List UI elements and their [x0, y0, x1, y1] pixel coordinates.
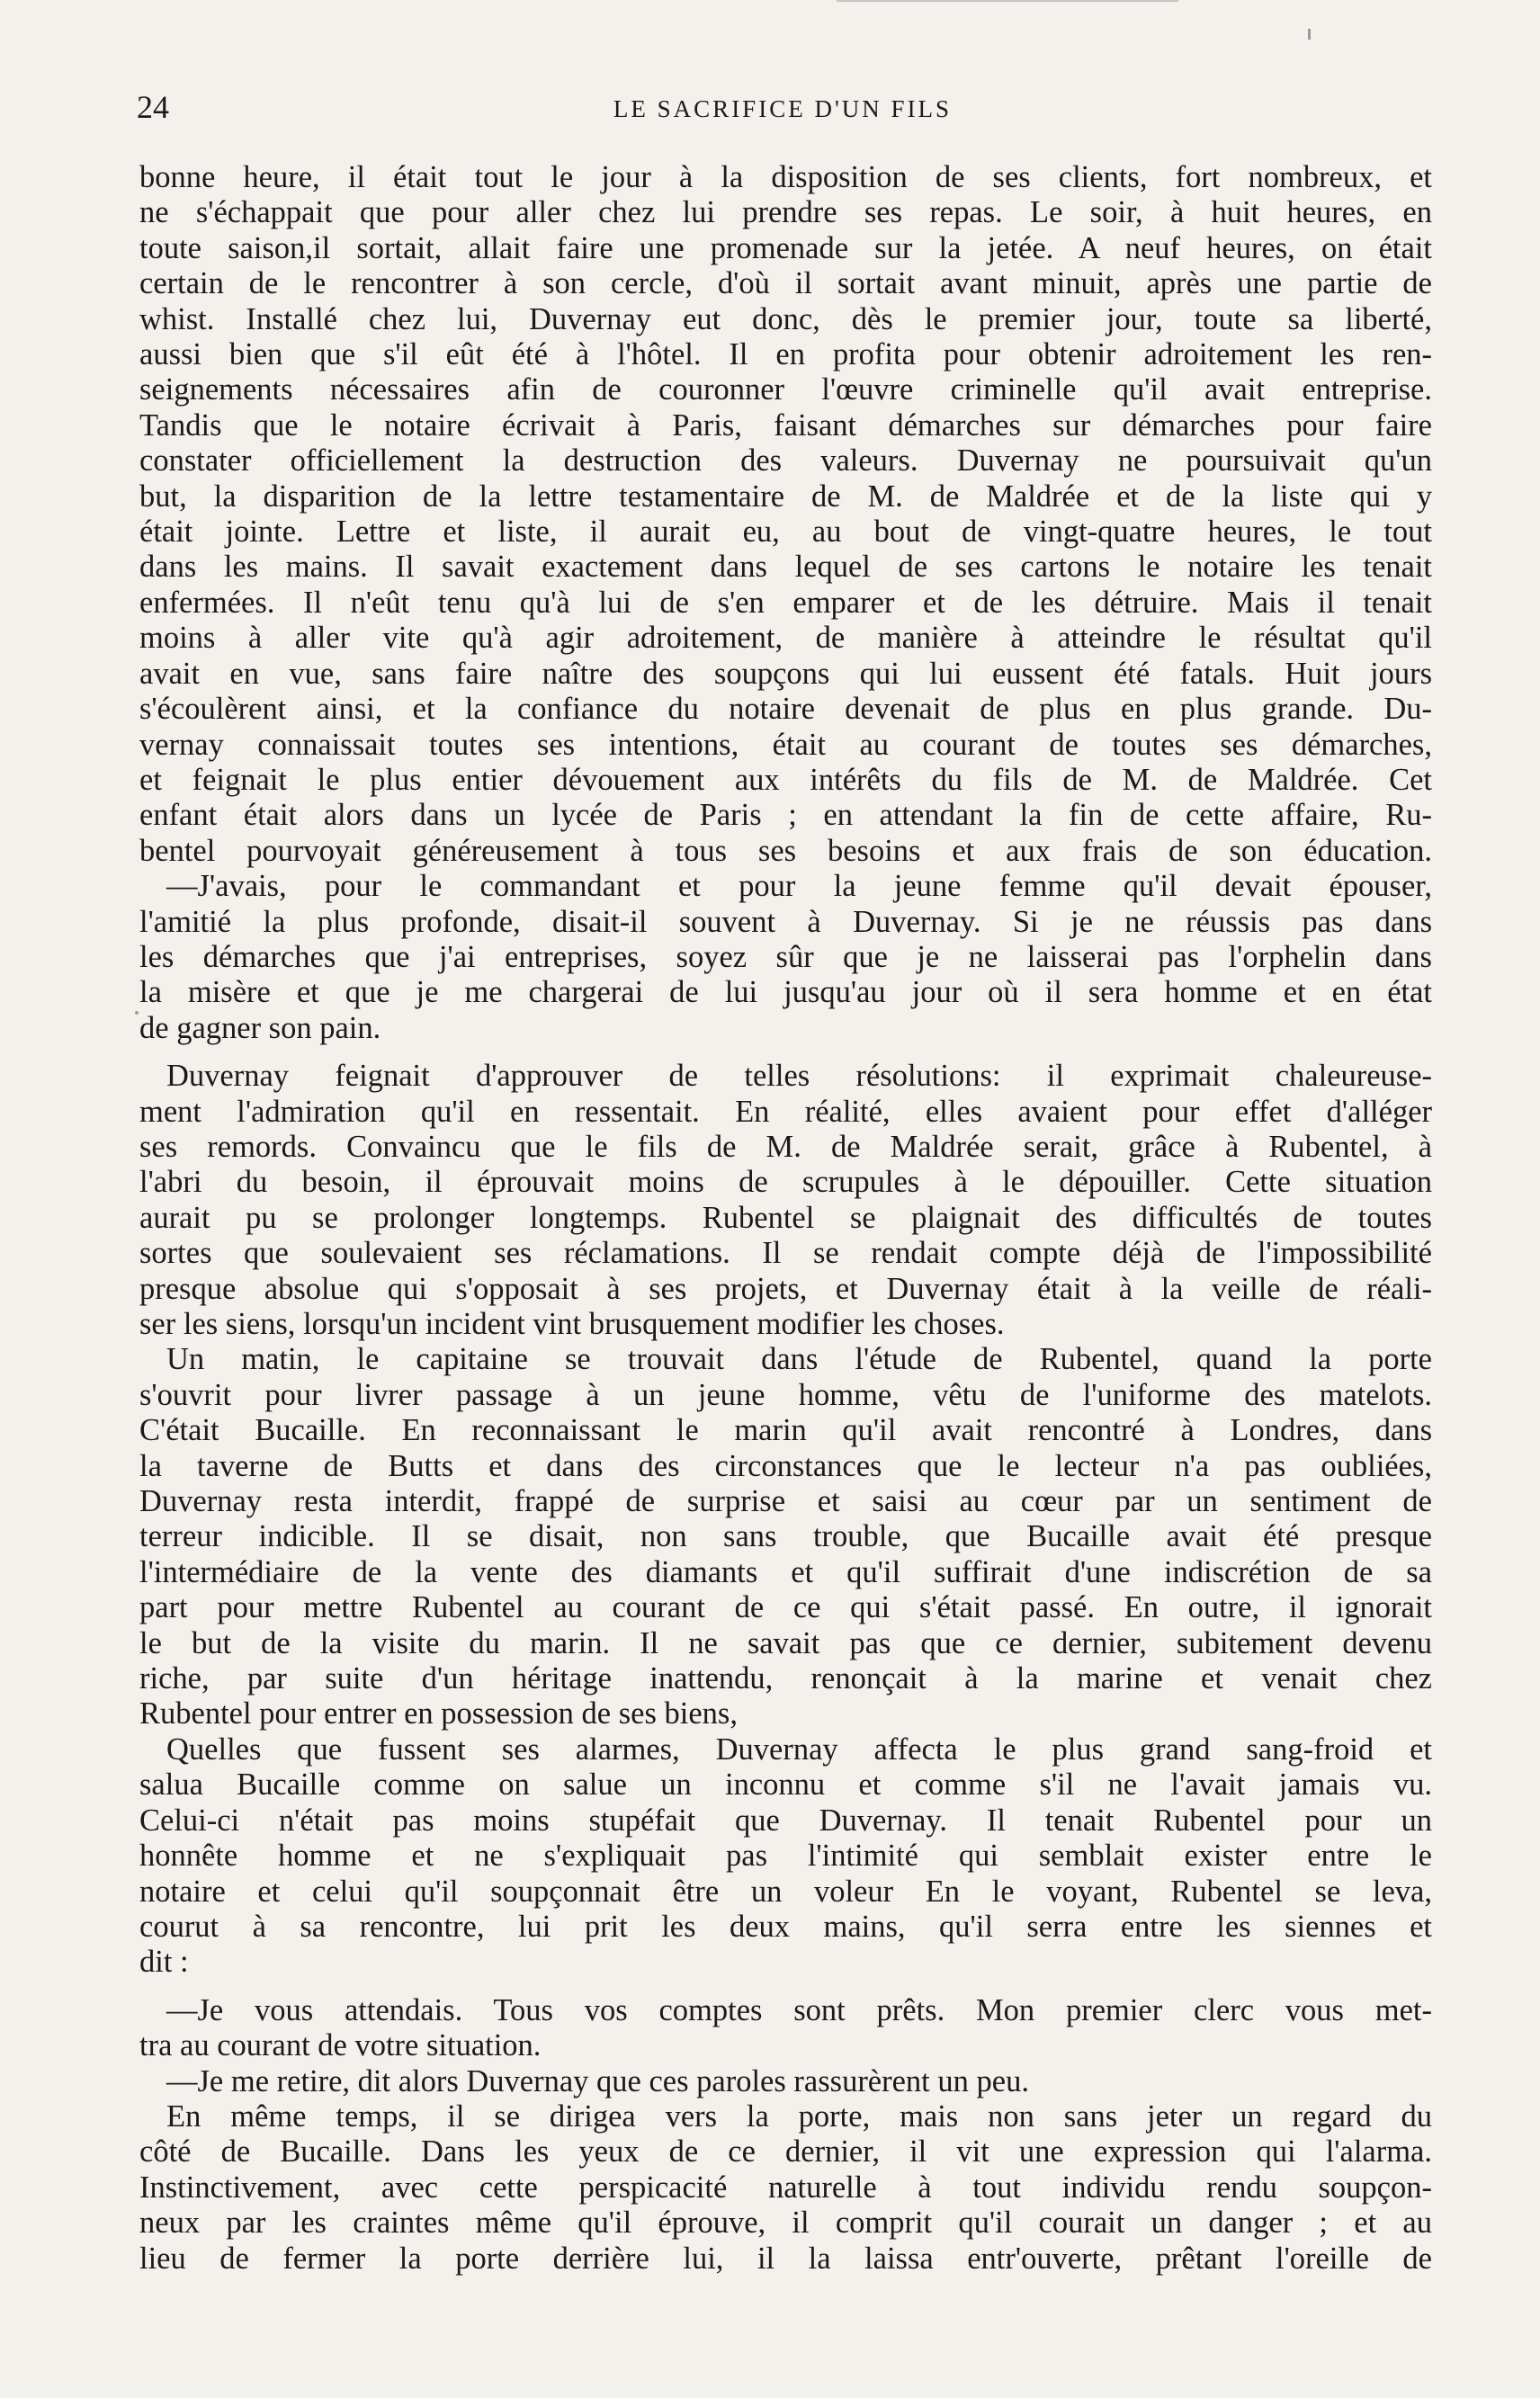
- text-line: aussi bien que s'il eût été à l'hôtel. Il en profita pour obtenir adroitement les ren-: [139, 337, 1432, 372]
- text-line: lieu de fermer la porte derrière lui, il la laissa entr'ouverte, prêtant l'oreille de: [139, 2241, 1432, 2276]
- text-line: ment l'admiration qu'il en ressentait. En réalité, elles avaient pour effet d'alléger: [139, 1094, 1432, 1129]
- text-line: Duvernay feignait d'approuver de telles résolutions: il exprimait chaleureuse-: [166, 1059, 1432, 1094]
- text-line: la taverne de Butts et dans des circonstances que le lecteur n'a pas oubliées,: [139, 1448, 1432, 1483]
- text-line: toute saison,il sortait, allait faire une promenade sur la jetée. A neuf heures, on était: [139, 230, 1432, 265]
- text-line: ne s'échappait que pour aller chez lui prendre ses repas. Le soir, à huit heures, en: [139, 195, 1432, 230]
- text-line: l'intermédiaire de la vente des diamants et qu'il suffirait d'une indiscrétion de sa: [139, 1554, 1432, 1589]
- text-line: salua Bucaille comme on salue un inconnu et comme s'il ne l'avait jamais vu.: [139, 1767, 1432, 1803]
- text-line: notaire et celui qu'il soupçonnait être un voleur En le voyant, Rubentel se leva,: [139, 1874, 1432, 1909]
- text-line: part pour mettre Rubentel au courant de ce qui s'était passé. En outre, il ignorait: [139, 1590, 1432, 1625]
- body-text: [139, 160, 1432, 2277]
- text-line: l'abri du besoin, il éprouvait moins de scrupules à le dépouiller. Cette situation: [139, 1165, 1432, 1200]
- text-line: bonne heure, il était tout le jour à la disposition de ses clients, fort nombreux, et: [139, 160, 1432, 194]
- text-line: avait en vue, sans faire naître des soupçons qui lui eussent été fatals. Huit jours: [139, 656, 1432, 691]
- text-line: et feignait le plus entier dévouement aux intérêts du fils de M. de Maldrée. Cet: [139, 762, 1432, 797]
- text-line: certain de le rencontrer à son cercle, d'où il sortait avant minuit, après une partie de: [139, 266, 1432, 301]
- text-line: ser les siens, lorsqu'un incident vint brusquement modifier les choses.: [139, 1307, 1005, 1341]
- text-line: dit :: [139, 1945, 189, 1980]
- text-line: côté de Bucaille. Dans les yeux de ce dernier, il vit une expression qui l'alarma.: [139, 2134, 1432, 2170]
- text-line: enfermées. Il n'eût tenu qu'à lui de s'en emparer et de les détruire. Mais il tenait: [139, 585, 1432, 620]
- text-line: Duvernay resta interdit, frappé de surprise et saisi au cœur par un sentiment de: [139, 1484, 1432, 1519]
- text-line: l'amitié la plus profonde, disait-il souvent à Duvernay. Si je ne réussis pas dans: [139, 904, 1432, 939]
- text-line: Quelles que fussent ses alarmes, Duvernay affecta le plus grand sang-froid et: [166, 1731, 1432, 1767]
- text-line: seignements nécessaires afin de couronner l'œuvre criminelle qu'il avait entreprise.: [139, 372, 1432, 407]
- paragraph-gap: [139, 1981, 1432, 1993]
- text-line: but, la disparition de la lettre testamentaire de M. de Maldrée et de la liste qui y: [139, 479, 1432, 514]
- text-line: de gagner son pain.: [139, 1010, 381, 1045]
- text-line: vernay connaissait toutes ses intentions, était au courant de toutes ses démarches,: [139, 727, 1432, 762]
- text-line: bentel pourvoyait généreusement à tous ses besoins et aux frais de son éducation.: [139, 833, 1432, 868]
- text-line: —J'avais, pour le commandant et pour la jeune femme qu'il devait épouser,: [166, 869, 1432, 904]
- text-line: Instinctivement, avec cette perspicacité naturelle à tout individu rendu soupçon-: [139, 2170, 1432, 2205]
- text-line: En même temps, il se dirigea vers la porte, mais non sans jeter un regard du: [166, 2098, 1432, 2134]
- paragraph-gap: [139, 1046, 1432, 1059]
- text-line: tra au courant de votre situation.: [139, 2028, 542, 2063]
- text-line: —Je vous attendais. Tous vos comptes sont prêts. Mon premier clerc vous met-: [166, 1992, 1432, 2027]
- text-line: honnête homme et ne s'expliquait pas l'intimité qui semblait exister entre le: [139, 1839, 1432, 1874]
- text-line: aurait pu se prolonger longtemps. Rubentel se plaignait des difficultés de toutes: [139, 1200, 1432, 1235]
- text-line: s'ouvrit pour livrer passage à un jeune homme, vêtu de l'uniforme des matelots.: [139, 1377, 1432, 1412]
- text-line: la misère et que je me chargerai de lui jusqu'au jour où il sera homme et en état: [139, 975, 1432, 1010]
- scan-tick-mark: [1308, 29, 1311, 40]
- text-line: presque absolue qui s'opposait à ses projets, et Duvernay était à la veille de réali-: [139, 1271, 1432, 1306]
- text-line: —Je me retire, dit alors Duvernay que ces paroles rassurèrent un peu.: [166, 2063, 1029, 2098]
- text-line: Celui-ci n'était pas moins stupéfait que Duvernay. Il tenait Rubentel pour un: [139, 1803, 1432, 1838]
- text-line: s'écoulèrent ainsi, et la confiance du notaire devenait de plus en plus grande. Du-: [139, 692, 1432, 727]
- page-header: [135, 88, 1430, 131]
- text-line: riche, par suite d'un héritage inattendu, renonçait à la marine et venait chez: [139, 1661, 1432, 1696]
- text-line: moins à aller vite qu'à agir adroitement, de manière à atteindre le résultat qu'il: [139, 621, 1432, 656]
- running-title: LE SACRIFICE D'UN FILS: [613, 95, 953, 122]
- text-line: dans les mains. Il savait exactement dans lequel de ses cartons le notaire les tenait: [139, 550, 1432, 585]
- page-number: 24: [137, 89, 169, 125]
- text-line: C'était Bucaille. En reconnaissant le marin qu'il avait rencontré à Londres, dans: [139, 1413, 1432, 1448]
- text-line: whist. Installé chez lui, Duvernay eut donc, dès le premier jour, toute sa liberté,: [139, 301, 1432, 336]
- text-line: était jointe. Lettre et liste, il aurait eu, au bout de vingt-quatre heures, le tout: [139, 514, 1432, 550]
- scan-margin-dot: [135, 1011, 139, 1015]
- text-line: le but de la visite du marin. Il ne savait pas que ce dernier, subitement devenu: [139, 1625, 1432, 1660]
- text-line: constater officiellement la destruction des valeurs. Duvernay ne poursuivait qu'un: [139, 443, 1432, 479]
- scan-edge-mark: [837, 0, 1178, 2]
- text-line: terreur indicible. Il se disait, non sans trouble, que Bucaille avait été presque: [139, 1519, 1432, 1554]
- text-line: enfant était alors dans un lycée de Paris ; en attendant la fin de cette affaire, Ru-: [139, 798, 1432, 833]
- text-line: ses remords. Convaincu que le fils de M. de Maldrée serait, grâce à Rubentel, à: [139, 1129, 1432, 1164]
- text-line: neux par les craintes même qu'il éprouve, il comprit qu'il courait un danger ; et au: [139, 2206, 1432, 2241]
- text-line: courut à sa rencontre, lui prit les deux mains, qu'il serra entre les siennes et: [139, 1909, 1432, 1944]
- text-line: Un matin, le capitaine se trouvait dans l'étude de Rubentel, quand la porte: [166, 1342, 1432, 1377]
- text-line: Rubentel pour entrer en possession de ses biens,: [139, 1696, 738, 1731]
- text-line: Tandis que le notaire écrivait à Paris, faisant démarches sur démarches pour faire: [139, 407, 1432, 443]
- text-line: sortes que soulevaient ses réclamations. Il se rendait compte déjà de l'impossibilité: [139, 1236, 1432, 1271]
- text-line: les démarches que j'ai entreprises, soyez sûr que je ne laisserai pas l'orphelin dans: [139, 939, 1432, 974]
